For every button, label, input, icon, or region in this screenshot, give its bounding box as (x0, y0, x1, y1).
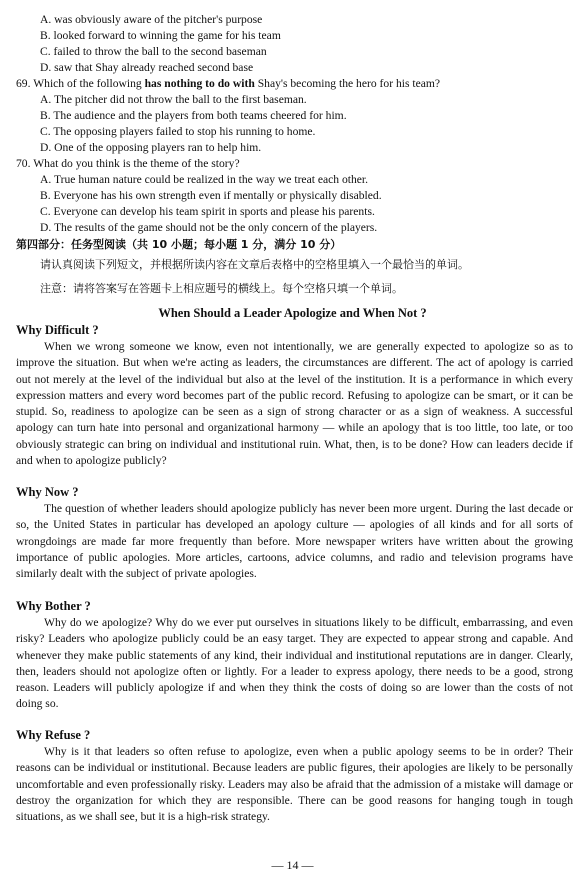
section4-heading: 第四部分：任务型阅读（共 10 小题；每小题 1 分，满分 10 分） (16, 238, 342, 251)
q68-option-d: D. saw that Shay already reached second base (40, 61, 254, 74)
q68-option-b: B. looked forward to winning the game for his team (40, 29, 281, 42)
page-number: — 14 — (271, 858, 314, 872)
article-title: When Should a Leader Apologize and When Not ? (158, 306, 427, 320)
paragraph-why-refuse: Why is it that leaders so often refuse to apologize, even when a public apology seems to be in order? Their reasons can be individual or institutional. Because leaders are public figures, their apologies are likely to be personally uncomfortable and even professionally risky. Leaders may also be afraid that the admission of a mistake will damage or destroy the organization for which they are responsible. There can be good reasons for hanging tough in tough situations, as we shall see, but it is a high-risk strategy. (16, 745, 573, 824)
paragraph-why-difficult: When we wrong someone we know, even not intentionally, we are generally expected to apologize so as to improve the situation. But when we're acting as leaders, the circumstances are different. The act of apology is carried out not merely at the level of the individual but also at the level of the institution. It is a performance in which every expression matters and every word becomes part of the public record. Refusing to apologize can be smart, or it can be stupid. So, readiness to apologize can be seen as a sign of strong character or as a sign of weakness. A successful apology can turn hate into personal and organizational harmony — while an apology that is too little, too late, or too obviously strategic can bring on individual and institutional ruin. What, then, is to be done? How can leaders decide if and when to apologize publicly? (16, 340, 573, 468)
q70-option-c: C. Everyone can develop his team spirit in sports and please his parents. (40, 205, 375, 218)
q70-option-d: D. The results of the game should not be the only concern of the players. (40, 221, 378, 234)
q69-option-b: B. The audience and the players from both teams cheered for him. (40, 109, 347, 122)
q69-option-c: C. The opposing players failed to stop his running to home. (40, 125, 316, 138)
heading-why-bother: Why Bother ? (16, 599, 91, 613)
q69-option-a: A. The pitcher did not throw the ball to the first baseman. (40, 93, 307, 106)
q69-stem-before: Which of the following (33, 77, 145, 90)
q70-option-b: B. Everyone has his own strength even if mentally or physically disabled. (40, 189, 382, 202)
q69-stem (16, 76, 440, 92)
heading-why-difficult: Why Difficult ? (16, 323, 99, 337)
q69-stem-bold: has nothing to do with (144, 77, 255, 90)
paragraph-why-bother: Why do we apologize? Why do we ever put ourselves in situations likely to be difficult, embarrassing, and even risky? Leaders who apologize publicly could be an easy target. They are expected to appear strong and capable. And whenever they make public statements of any kind, their individual and institutional reputations are in danger. Clearly, then, leaders should not apologize often or lightly. For a leader to express apology, there needs to be a good, strong reason. Leaders will publicly apologize if and when they think the costs of doing so are lower than the costs of not doing so. (16, 616, 573, 711)
paragraph-why-now: The question of whether leaders should apologize publicly has never been more urgent. During the last decade or so, the United States in particular has developed an apology culture — apologies of all kinds and for all sorts of wrongdoings are made far more frequently than before. More newspaper writers have written about the growing importance of public apologies. More articles, cartoons, advice columns, and radio and television programs have similarly dealt with the subject of private apologies. (16, 502, 573, 581)
heading-why-now: Why Now ? (16, 485, 79, 499)
q68-option-a: A. was obviously aware of the pitcher's purpose (40, 13, 263, 26)
q70-option-a: A. True human nature could be realized in the way we treat each other. (40, 173, 369, 186)
q68-option-c: C. failed to throw the ball to the second baseman (40, 45, 267, 58)
section4-instruction: 请认真阅读下列短文，并根据所读内容在文章后表格中的空格里填入一个最恰当的单词。 (40, 258, 469, 271)
q69-option-d: D. One of the opposing players ran to help him. (40, 141, 262, 154)
q70-stem (16, 156, 240, 172)
q70-stem-text: What do you think is the theme of the story? (33, 157, 240, 170)
q70-number: 70. (16, 157, 31, 170)
q69-number: 69. (16, 77, 31, 90)
section4-note: 注意：请将答案写在答题卡上相应题号的横线上。每个空格只填一个单词。 (40, 282, 403, 295)
heading-why-refuse: Why Refuse ? (16, 728, 91, 742)
q69-stem-after: Shay's becoming the hero for his team? (254, 77, 441, 90)
